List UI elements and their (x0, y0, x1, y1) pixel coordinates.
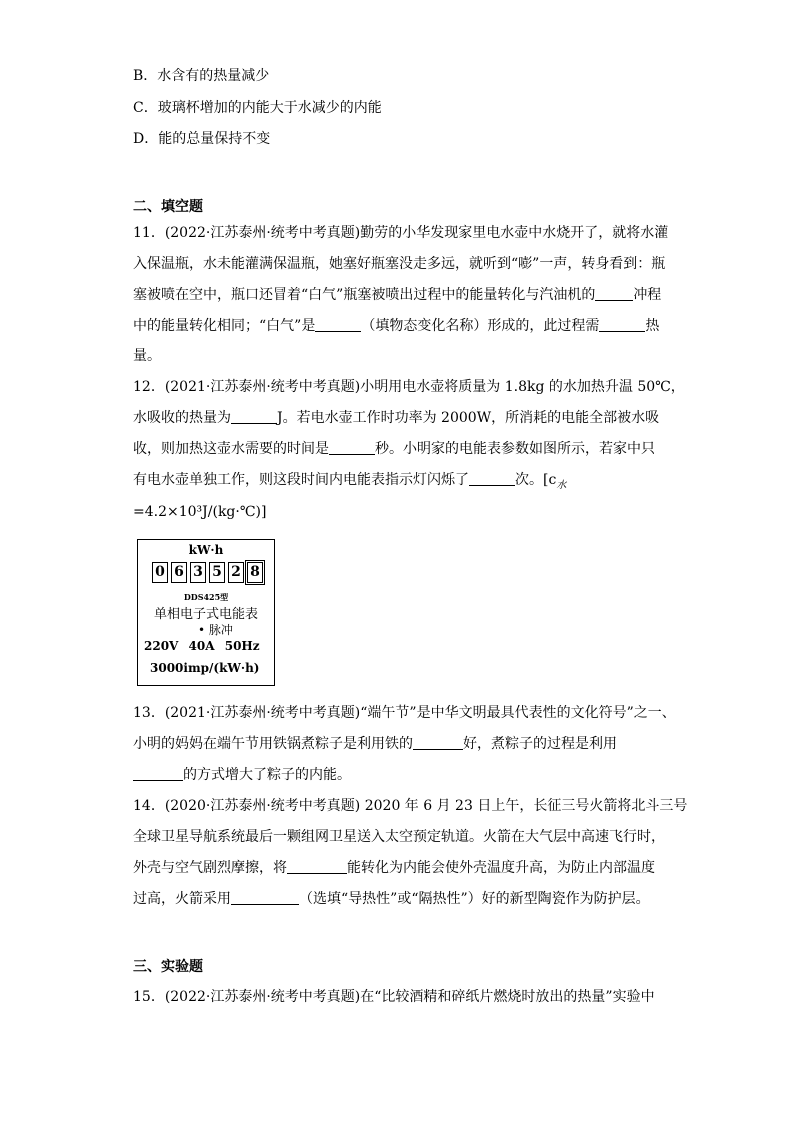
q11-line (133, 282, 661, 308)
q13-line (133, 731, 617, 757)
meter-digit: 2 (228, 562, 244, 583)
option-d: D．能的总量保持不变 (133, 131, 271, 147)
question-15: 15．(2022·江苏泰州·统考中考真题)在“比较酒精和碎纸片燃烧时放出的热量”实验中 (133, 989, 655, 1005)
option-b: B．水含有的热量减少 (133, 68, 270, 84)
answer-blank[interactable] (287, 857, 347, 874)
q12-text: 秒。小明家的电能表参数如图所示，若家中只 (375, 441, 655, 457)
q12-line (133, 405, 659, 431)
q14-text: （选填“导热性”或“隔热性”）好的新型陶瓷作为防护层。 (299, 891, 650, 907)
answer-blank[interactable] (413, 733, 463, 750)
meter-digit: 8 (247, 562, 263, 583)
q14-line: 14．(2020·江苏泰州·统考中考真题) 2020 年 6 月 23 日上午，长征三号火箭将北斗三号 (133, 798, 688, 814)
q12-text: J。若电水壶工作时功率为 2000W，所消耗的电能全部被水吸 (277, 410, 660, 426)
q11-text: 冲程 (633, 287, 662, 303)
q11-line: 11．(2022·江苏泰州·统考中考真题)勤劳的小华发现家里电水壶中水烧开了，就将水灌 (133, 225, 669, 241)
q14-line (133, 855, 655, 881)
q11-line: 量。 (133, 348, 161, 364)
q14-text: 过高，火箭采用 (133, 891, 231, 907)
answer-blank[interactable] (329, 438, 375, 455)
q13-text: 好，煮粽子的过程是利用 (463, 736, 617, 752)
answer-blank[interactable] (595, 284, 633, 301)
answer-blank[interactable] (315, 315, 361, 332)
answer-blank[interactable] (599, 315, 645, 332)
meter-digit: 5 (209, 562, 225, 583)
q12-line (133, 467, 566, 493)
q14-text: 外壳与空气剧烈摩擦，将 (133, 860, 287, 876)
section-fill-heading: 二、填空题 (133, 199, 203, 215)
subscript-water: 水 (556, 480, 567, 491)
q11-line: 入保温瓶，水未能灌满保温瓶，她塞好瓶塞没走多远，就听到“嘭”一声，转身看到：瓶 (133, 256, 666, 272)
meter-unit: kW·h (188, 543, 224, 557)
meter-digits (152, 562, 266, 583)
meter-pulse: • 脉冲 (198, 623, 233, 637)
q13-text: 小明的妈妈在端午节用铁锅煮粽子是利用铁的 (133, 736, 413, 752)
answer-blank[interactable] (231, 888, 299, 905)
q12-line: 12．(2021·江苏泰州·统考中考真题)小明用电水壶将质量为 1.8kg 的水加热升温 50℃， (133, 379, 685, 395)
q14-text: 能转化为内能会使外壳温度升高，为防止内部温度 (347, 860, 655, 876)
meter-name: 单相电子式电能表 (153, 607, 258, 622)
q11-text: 中的能量转化相同；“白气”是 (133, 318, 316, 334)
meter-digit: 6 (171, 562, 187, 583)
q12-text: 次。[c (515, 472, 557, 488)
q12-line: =4.2×10³J/(kg·℃)] (133, 504, 267, 520)
q14-line (133, 886, 650, 912)
meter-digit: 0 (152, 562, 168, 583)
meter-model: DDS425型 (183, 592, 229, 602)
q11-text: （填物态变化名称）形成的，此过程需 (361, 318, 600, 334)
q12-line (133, 436, 655, 462)
q11-line (133, 313, 659, 339)
answer-blank[interactable] (231, 407, 277, 424)
option-c: C．玻璃杯增加的内能大于水减少的内能 (133, 100, 382, 116)
meter-specs: 220V 40A 50Hz (144, 639, 260, 653)
meter-imp: 3000imp/(kW·h) (150, 661, 260, 675)
meter-digit: 3 (190, 562, 206, 583)
q11-text: 热 (645, 318, 660, 334)
q13-line (133, 762, 351, 788)
q11-text: 塞被喷在空中，瓶口还冒着“白气”瓶塞被喷出过程中的能量转化与汽油机的 (133, 287, 596, 303)
answer-blank[interactable] (469, 469, 515, 486)
q12-text: 有电水壶单独工作，则这段时间内电能表指示灯闪烁了 (133, 472, 469, 488)
section-experiment-heading: 三、实验题 (133, 959, 203, 975)
q13-line: 13．(2021·江苏泰州·统考中考真题)“端午节”是中华文明最具代表性的文化符号”之一、 (133, 705, 676, 721)
q13-text: 的方式增大了粽子的内能。 (183, 767, 351, 783)
q12-text: 水吸收的热量为 (133, 410, 231, 426)
answer-blank[interactable] (133, 764, 183, 781)
q14-line: 全球卫星导航系统最后一颗组网卫星送入太空预定轨道。火箭在大气层中高速飞行时， (133, 829, 665, 845)
electric-meter-figure (137, 539, 275, 686)
q12-text: 收，则加热这壶水需要的时间是 (133, 441, 329, 457)
